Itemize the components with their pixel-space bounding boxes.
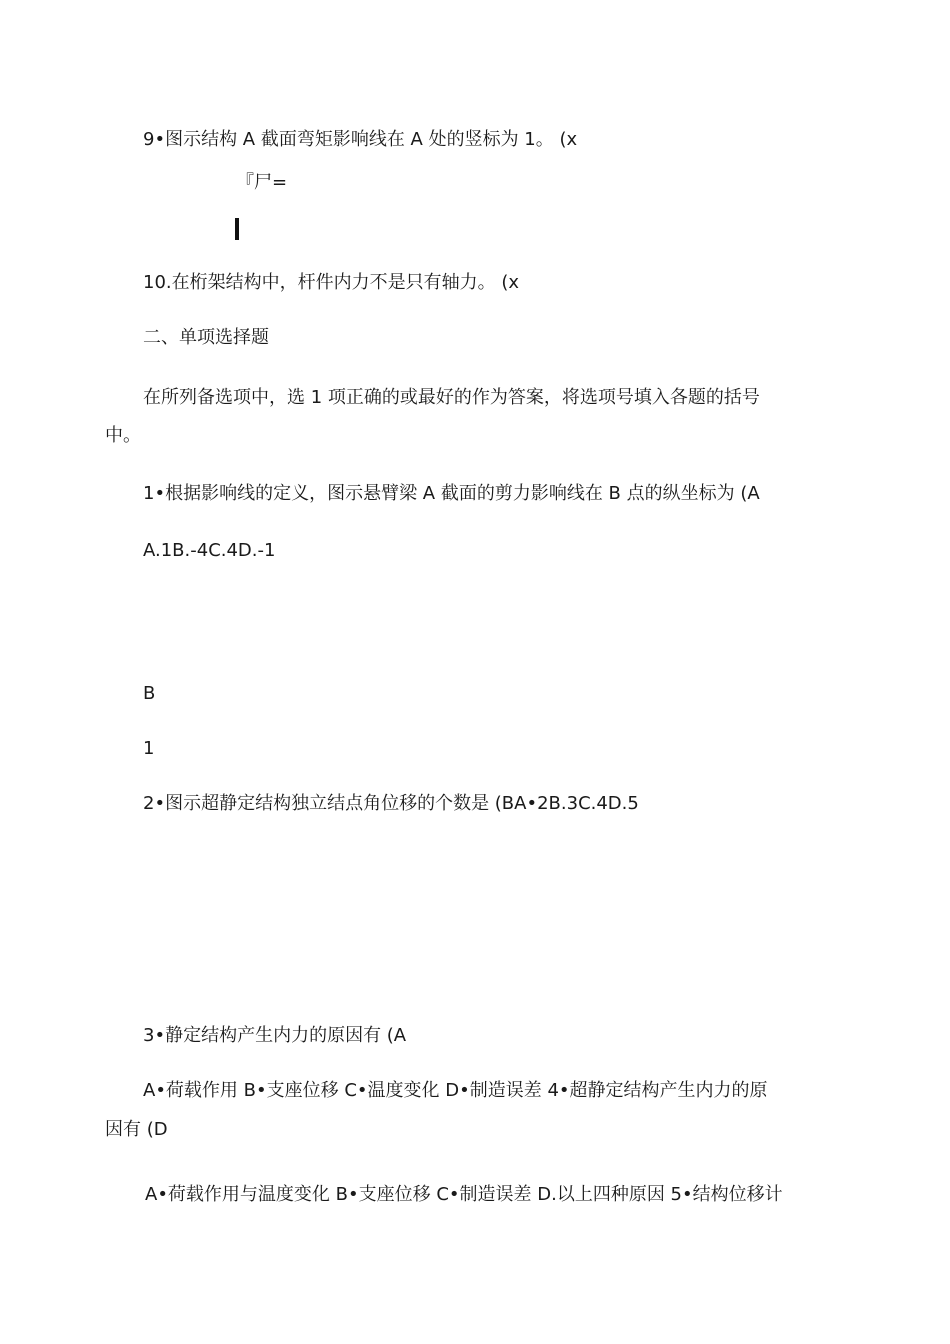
question-1: 1•根据影响线的定义，图示悬臂梁 A 截面的剪力影响线在 B 点的纵坐标为 (A	[143, 483, 760, 504]
item-10-true-false: 10.在桁架结构中，杆件内力不是只有轴力。 (x	[143, 272, 520, 293]
figure-fragment-bar	[235, 218, 239, 240]
section-instructions-continued: 中。	[105, 425, 141, 446]
figure-label-b: B	[143, 683, 156, 704]
question-1-options: A.1B.-4C.4D.-1	[143, 540, 276, 561]
question-2: 2•图示超静定结构独立结点角位移的个数是 (BA•2B.3C.4D.5	[143, 793, 639, 814]
figure-label-1: 1	[143, 738, 155, 759]
question-3: 3•静定结构产生内力的原因有 (A	[143, 1025, 407, 1046]
question-4-continued: 因有 (D	[105, 1119, 168, 1140]
section-instructions: 在所列备选项中，选 1 项正确的或最好的作为答案，将选项号填入各题的括号	[143, 387, 760, 408]
question-3-options-and-question-4: A•荷载作用 B•支座位移 C•温度变化 D•制造误差 4•超静定结构产生内力的原	[143, 1080, 768, 1101]
figure-fragment-text: 『尸=	[236, 172, 288, 193]
question-4-options-and-question-5: A•荷载作用与温度变化 B•支座位移 C•制造误差 D.以上四种原因 5•结构位移计	[145, 1184, 783, 1205]
item-9-true-false: 9•图示结构 A 截面弯矩影响线在 A 处的竖标为 1。 (x	[143, 129, 578, 150]
section-heading: 二、单项选择题	[143, 327, 269, 348]
